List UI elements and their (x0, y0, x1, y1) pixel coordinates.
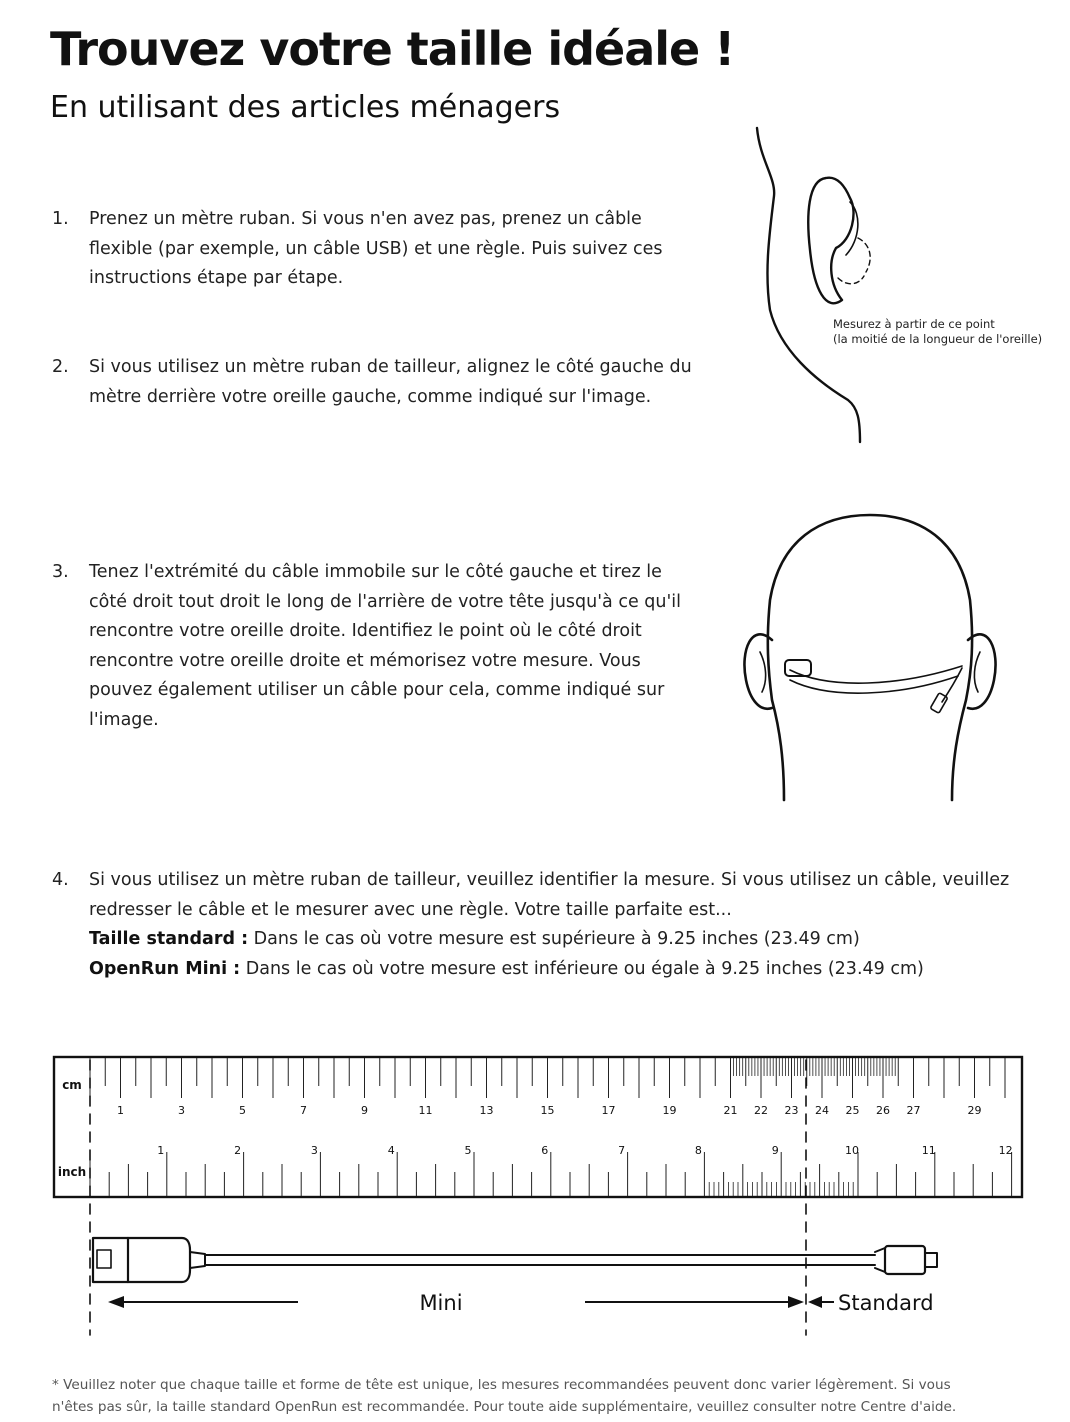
step-text (89, 866, 1009, 984)
standard-label: Standard (838, 1291, 934, 1315)
ruler-tick-label: 6 (541, 1144, 549, 1157)
inch-unit-label: inch (57, 1165, 87, 1179)
ruler-tick-label: 22 (754, 1104, 768, 1117)
step-line: pouvez également utiliser un câble pour cela, comme indiqué sur (89, 680, 665, 700)
ruler-tick-label: 15 (540, 1104, 555, 1117)
ear-caption-line-2: (la moitié de la longueur de l'oreille) (833, 332, 1043, 346)
cm-unit-label: cm (62, 1078, 82, 1092)
footnote-line: * Veuillez noter que chaque taille et forme de tête est unique, les mesures recommandées peuvent donc varier légèrement. Si vous (52, 1377, 951, 1393)
ruler-tick-label: 23 (784, 1104, 799, 1117)
step-line: mètre derrière votre oreille gauche, comme indiqué sur l'image. (89, 386, 652, 407)
ear-caption-block (833, 317, 1042, 346)
ruler-tick-label: 7 (300, 1104, 307, 1117)
ruler-tick-label: 4 (387, 1144, 395, 1157)
ruler-tick-label: 11 (418, 1104, 433, 1117)
size-label: Taille standard : (89, 929, 249, 949)
ruler-tick-label: 5 (464, 1144, 472, 1157)
step-line: l'image. (89, 709, 159, 730)
step-line: Si vous utilisez un mètre ruban de tailleur, alignez le côté gauche du (89, 357, 692, 377)
ruler-tick-label: 27 (906, 1104, 921, 1117)
ruler-tick-label: 13 (479, 1104, 494, 1117)
size-standard (89, 925, 1009, 955)
ruler-tick-label: 2 (234, 1144, 242, 1157)
ruler-tick-label: 26 (876, 1104, 890, 1117)
ruler-tick-label: 11 (921, 1144, 936, 1157)
size-desc: Dans le cas où votre mesure est supérieure à 9.25 inches (23.49 cm) (248, 929, 860, 949)
size-label: OpenRun Mini : (89, 958, 241, 979)
step-line: Prenez un mètre ruban. Si vous n'en avez pas, prenez un câble (89, 209, 642, 229)
inch-ticks (90, 1144, 1013, 1196)
step-text (89, 558, 681, 735)
ruler-tick-label: 9 (361, 1104, 368, 1117)
step-number: 3. (52, 562, 69, 582)
page-subtitle: En utilisant des articles ménagers (50, 90, 561, 125)
ruler-tick-label: 25 (845, 1104, 860, 1117)
step-line: instructions étape par étape. (89, 268, 344, 288)
ruler-tick-label: 24 (815, 1104, 829, 1117)
size-mini (89, 955, 1009, 985)
ruler (54, 1057, 1022, 1197)
ruler-tick-label: 1 (157, 1144, 165, 1157)
head-illustration (744, 515, 995, 800)
page-title: Trouvez votre taille idéale ! (50, 22, 735, 76)
ear-caption-line-1: Mesurez à partir de ce point (833, 317, 995, 331)
ruler-tick-label: 3 (310, 1144, 318, 1157)
ruler-tick-label: 1 (117, 1104, 124, 1117)
ruler-tick-label: 12 (998, 1144, 1013, 1157)
ruler-tick-label: 7 (618, 1144, 626, 1157)
ruler-tick-label: 5 (239, 1104, 246, 1117)
size-desc: Dans le cas où votre mesure est inférieure ou égale à 9.25 inches (23.49 cm) (240, 958, 924, 979)
step-line: redresser le câble et le mesurer avec une règle. Votre taille parfaite est... (89, 899, 732, 920)
size-arrows (108, 1296, 834, 1308)
ruler-tick-label: 29 (967, 1104, 982, 1117)
ruler-tick-label: 3 (178, 1104, 185, 1117)
step-number: 4. (52, 870, 69, 890)
step-text (89, 205, 663, 294)
ruler-tick-label: 17 (601, 1104, 616, 1117)
mini-label: Mini (419, 1291, 463, 1315)
ruler-tick-label: 9 (771, 1144, 779, 1157)
cable-diagram (90, 1060, 937, 1335)
step-number: 1. (52, 209, 69, 229)
footnote-line: n'êtes pas sûr, la taille standard OpenRun est recommandée. Pour toute aide supplémentaire, veuillez consulter notre Centre d'aide. (52, 1399, 957, 1415)
ruler-tick-label: 21 (723, 1104, 738, 1117)
step-text (89, 353, 692, 412)
footnote (52, 1374, 1002, 1418)
step-line: Si vous utilisez un mètre ruban de tailleur, veuillez identifier la mesure. Si vous utilisez un câble, veuillez (89, 870, 1010, 890)
step-line: rencontre votre oreille droite. Identifiez le point où le côté droit (89, 621, 642, 641)
step-number: 2. (52, 357, 69, 377)
step-line: Tenez l'extrémité du câble immobile sur le côté gauche et tirez le (89, 562, 662, 582)
step-line: rencontre votre oreille droite et mémorisez votre mesure. Vous (89, 650, 641, 671)
ruler-tick-label: 19 (662, 1104, 677, 1117)
ruler-tick-label: 8 (694, 1144, 702, 1157)
cm-ticks (90, 1058, 1005, 1117)
ear-illustration (757, 128, 870, 442)
step-line: côté droit tout droit le long de l'arrière de votre tête jusqu'à ce qu'il (89, 591, 682, 612)
step-line: flexible (par exemple, un câble USB) et une règle. Puis suivez ces (89, 238, 663, 259)
ruler-tick-label: 10 (845, 1144, 859, 1157)
